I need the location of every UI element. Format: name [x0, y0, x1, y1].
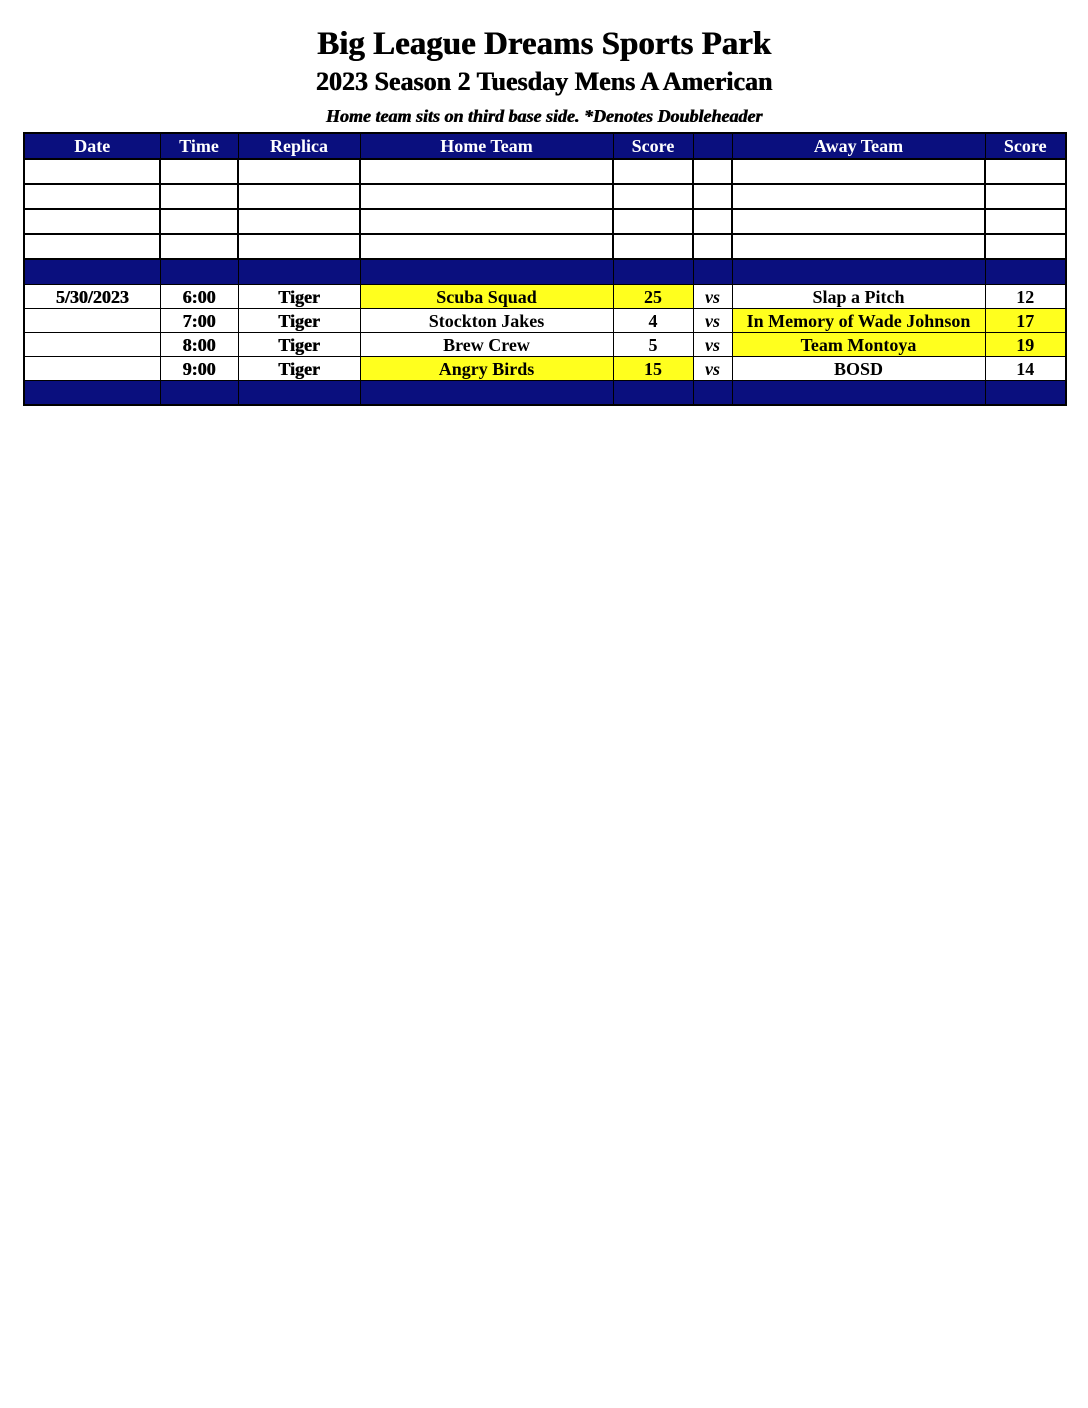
game-replica: Tiger	[238, 357, 360, 381]
separator-band	[24, 259, 1066, 285]
away-score: 12	[985, 285, 1066, 309]
home-score: 15	[613, 357, 693, 381]
game-time: 7:00	[160, 309, 238, 333]
game-time: 9:00	[160, 357, 238, 381]
game-replica: Tiger	[238, 285, 360, 309]
column-header-home-team: Home Team	[360, 133, 613, 159]
column-header-away-score: Score	[985, 133, 1066, 159]
page-note: Home team sits on third base side. *Denotes Doubleheader	[325, 106, 763, 126]
game-date	[24, 333, 160, 357]
table-header-row	[24, 133, 1066, 159]
vs-label: vs	[693, 333, 732, 357]
column-header-vs	[693, 133, 732, 159]
table-row	[24, 309, 1066, 333]
empty-row	[24, 159, 1066, 184]
column-header-replica: Replica	[238, 133, 360, 159]
home-team: Angry Birds	[360, 357, 613, 381]
game-replica: Tiger	[238, 309, 360, 333]
empty-row	[24, 234, 1066, 259]
game-date: 5/30/2023	[24, 285, 160, 309]
separator-band	[24, 381, 1066, 406]
vs-label: vs	[693, 285, 732, 309]
home-team: Scuba Squad	[360, 285, 613, 309]
page-subtitle: 2023 Season 2 Tuesday Mens A American	[315, 67, 773, 96]
home-score: 4	[613, 309, 693, 333]
vs-label: vs	[693, 309, 732, 333]
game-time: 8:00	[160, 333, 238, 357]
table-row	[24, 285, 1066, 309]
vs-label: vs	[693, 357, 732, 381]
away-team: In Memory of Wade Johnson	[732, 309, 985, 333]
home-team: Brew Crew	[360, 333, 613, 357]
away-team: Slap a Pitch	[732, 285, 985, 309]
table-row	[24, 357, 1066, 381]
empty-row	[24, 209, 1066, 234]
column-header-away-team: Away Team	[732, 133, 985, 159]
schedule-table	[23, 132, 1067, 406]
game-date	[24, 357, 160, 381]
table-row	[24, 333, 1066, 357]
game-replica: Tiger	[238, 333, 360, 357]
home-score: 25	[613, 285, 693, 309]
column-header-home-score: Score	[613, 133, 693, 159]
away-score: 17	[985, 309, 1066, 333]
away-team: Team Montoya	[732, 333, 985, 357]
page-title: Big League Dreams Sports Park	[316, 26, 772, 62]
away-score: 19	[985, 333, 1066, 357]
column-header-date: Date	[24, 133, 160, 159]
empty-row	[24, 184, 1066, 209]
game-date	[24, 309, 160, 333]
away-team: BOSD	[732, 357, 985, 381]
game-time: 6:00	[160, 285, 238, 309]
home-score: 5	[613, 333, 693, 357]
away-score: 14	[985, 357, 1066, 381]
column-header-time: Time	[160, 133, 238, 159]
home-team: Stockton Jakes	[360, 309, 613, 333]
